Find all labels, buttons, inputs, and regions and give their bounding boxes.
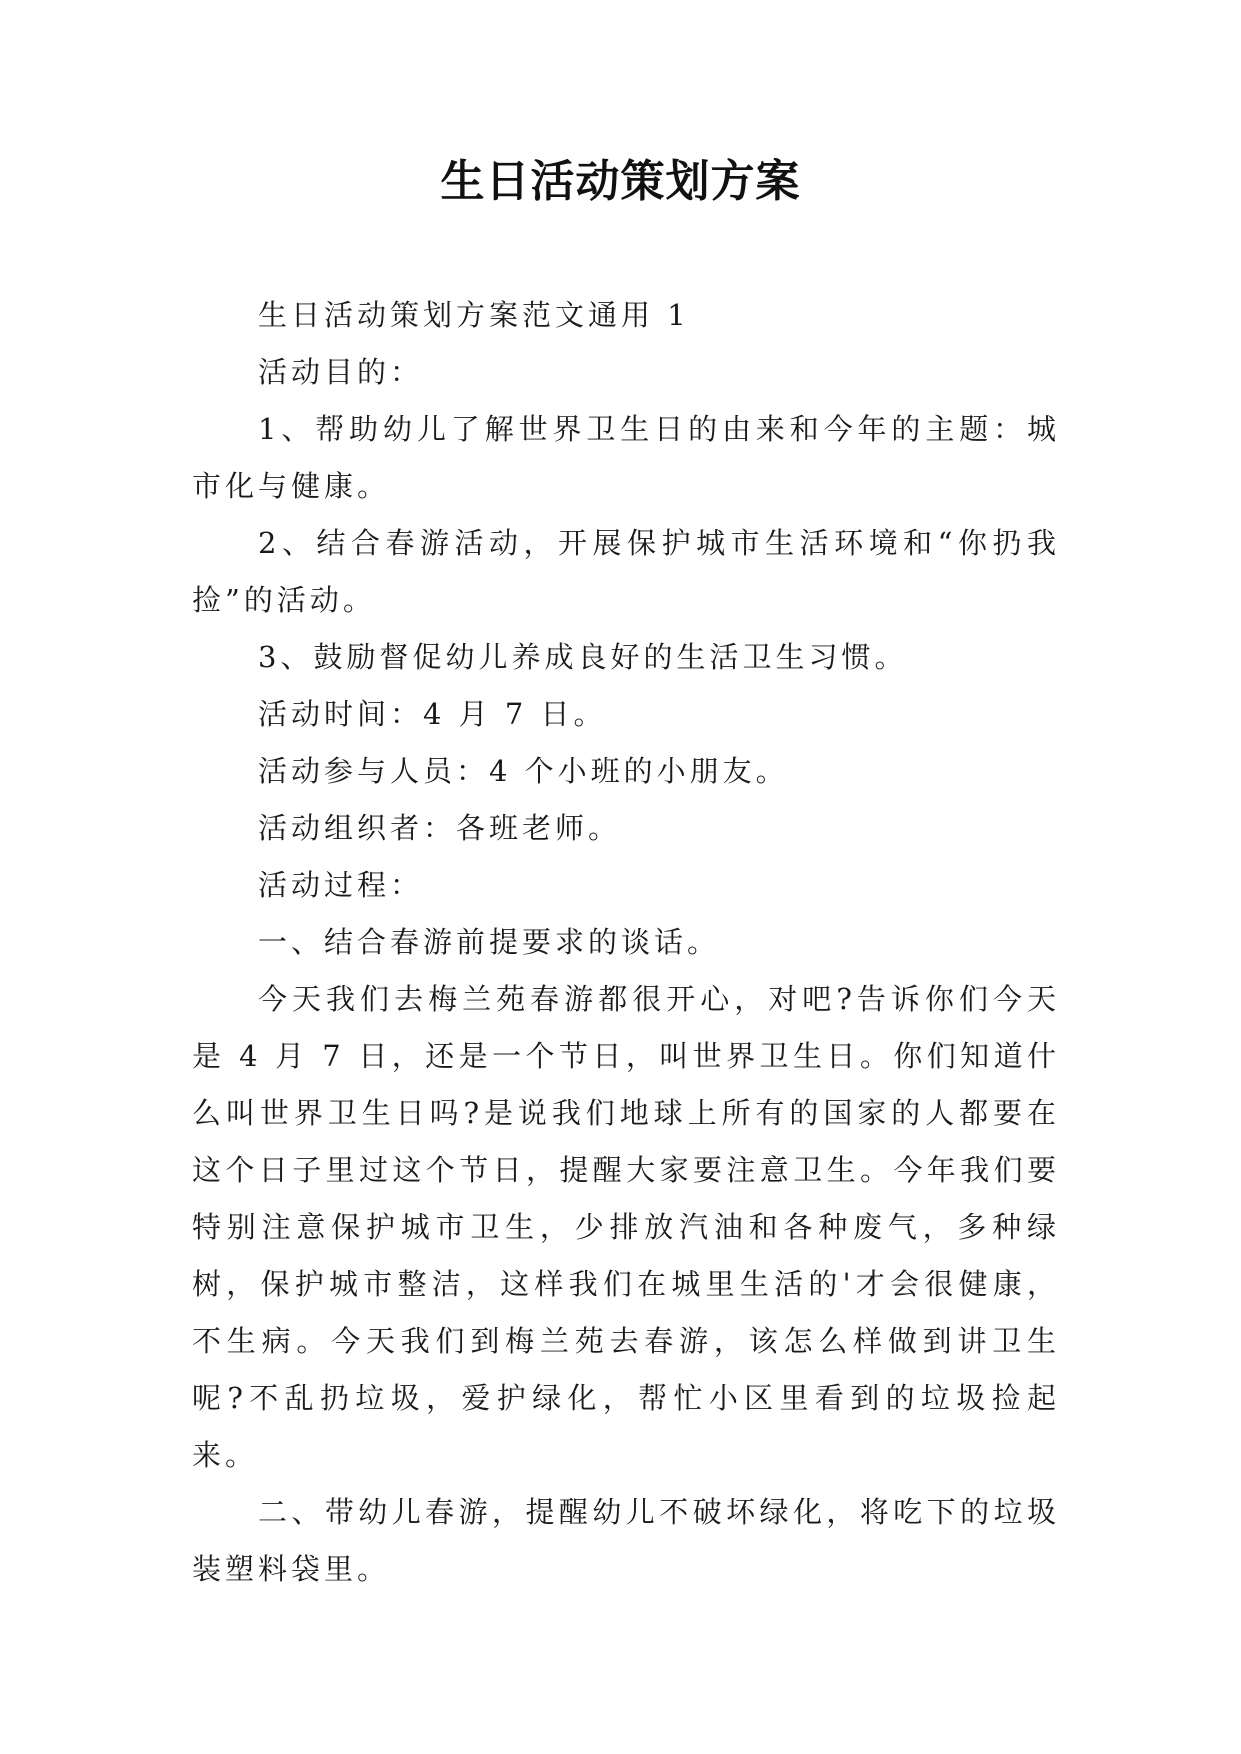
paragraph-organizer: 活动组织者：各班老师。 [258, 811, 622, 845]
paragraph-time: 活动时间：4 月 7 日。 [258, 697, 607, 731]
paragraph-purpose-2: 2、结合春游活动，开展保护城市生活环境和“你扔我捡”的活动。 [192, 526, 1060, 617]
paragraph-process-label: 活动过程： [258, 868, 424, 902]
paragraph-participants: 活动参与人员：4 个小班的小朋友。 [258, 754, 789, 788]
paragraph-talk: 今天我们去梅兰苑春游都很开心，对吧?告诉你们今天是 4 月 7 日，还是一个节日，叫世界卫生日。你们知道什么叫世界卫生日吗?是说我们地球上所有的国家的人都要在这个日子里过这个节日，提醒大家要注意卫生。今年我们要特别注意保护城市卫生，少排放汽油和各种废气，多种绿树，保护城市整洁，这样我们在城里生活的'才会很健康，不生病。今天我们到梅兰苑去春游，该怎么样做到讲卫生呢?不乱扔垃圾，爱护绿化，帮忙小区里看到的垃圾捡起来。 [192, 982, 1060, 1472]
paragraph-step-2: 二、带幼儿春游，提醒幼儿不破坏绿化，将吃下的垃圾装塑料袋里。 [192, 1495, 1060, 1586]
paragraph-heading: 生日活动策划方案范文通用 1 [258, 298, 690, 332]
paragraph-step-1: 一、结合春游前提要求的谈话。 [258, 925, 721, 959]
paragraph-purpose-1: 1、帮助幼儿了解世界卫生日的由来和今年的主题：城市化与健康。 [192, 412, 1060, 503]
paragraph-purpose-label: 活动目的： [258, 355, 424, 389]
document-title: 生日活动策划方案 [440, 156, 801, 207]
paragraph-purpose-3: 3、鼓励督促幼儿养成良好的生活卫生习惯。 [258, 640, 908, 674]
document-body [192, 287, 1060, 1598]
